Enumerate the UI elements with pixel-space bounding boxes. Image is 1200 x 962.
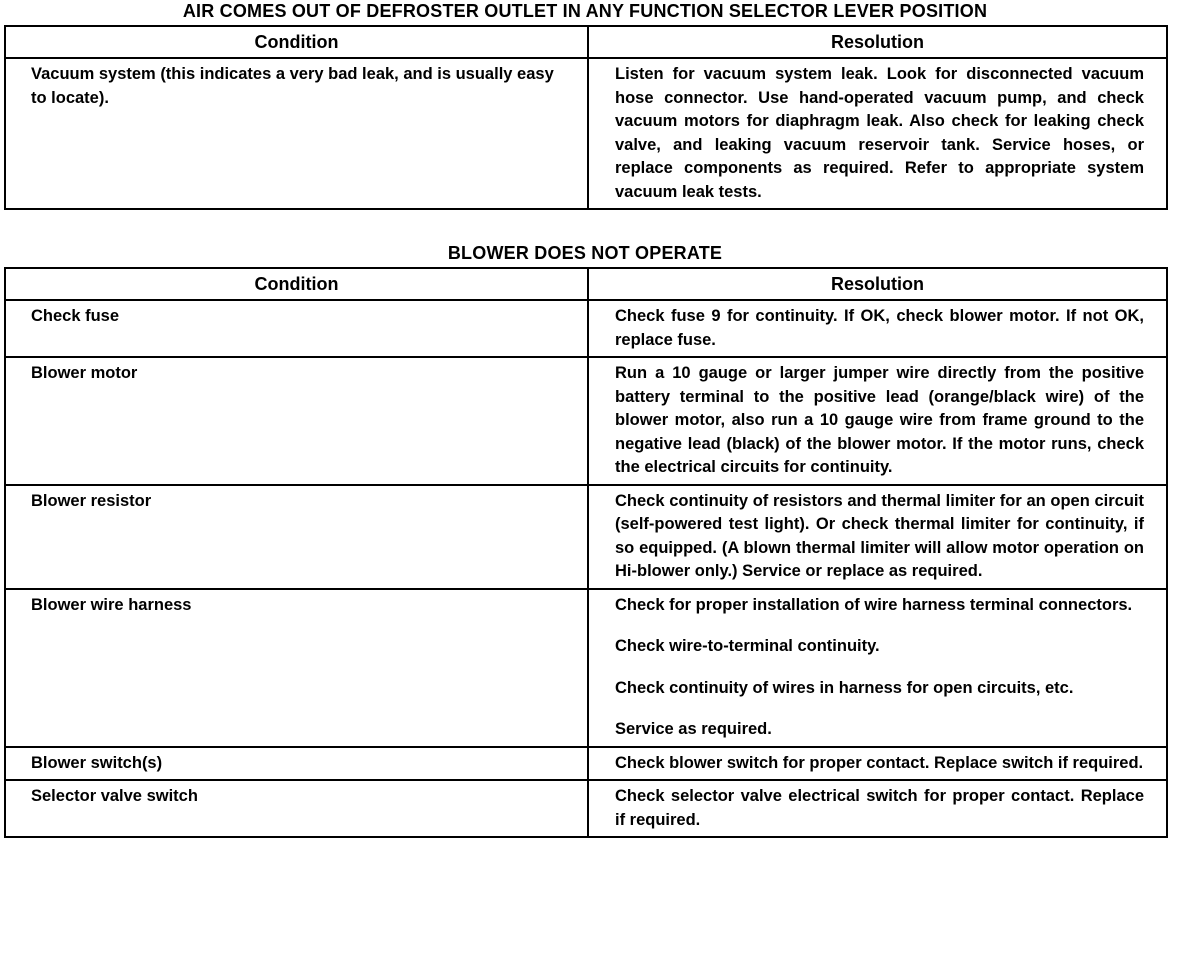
defroster-table: [4, 25, 1168, 210]
resolution-header: Resolution: [588, 268, 1167, 300]
resolution-text: Service as required.: [615, 720, 772, 738]
condition-cell: Blower motor: [5, 357, 588, 485]
resolution-text: Listen for vacuum system leak. Look for disconnected vacuum hose connector. Use hand-operated vacuum pump, and check vacuum motors for diaphragm leak. Also check for leaking check valve, and leaking vacuum reservoir tank. Service hoses, or replace components as required. Refer to appropriate system vacuum leak tests.: [615, 65, 1144, 201]
resolution-text: Check blower switch for proper contact. Replace switch if required.: [615, 753, 1144, 772]
resolution-text: Check wire-to-terminal continuity.: [615, 637, 880, 655]
resolution-header: Resolution: [588, 26, 1167, 58]
table-row: [5, 357, 1167, 485]
resolution-cell: [588, 485, 1167, 589]
resolution-text: Check selector valve electrical switch for proper contact. Replace if required.: [615, 787, 1144, 829]
resolution-cell: [588, 747, 1167, 781]
condition-cell: Vacuum system (this indicates a very bad leak, and is usually easy to locate).: [5, 58, 588, 209]
resolution-text: Check fuse 9 for continuity. If OK, check blower motor. If not OK, replace fuse.: [615, 307, 1144, 349]
table-row: [5, 747, 1167, 781]
table-header-row: [5, 268, 1167, 300]
table-row: [5, 780, 1167, 837]
table-header-row: [5, 26, 1167, 58]
blower-table: [4, 267, 1168, 838]
condition-cell: Blower switch(s): [5, 747, 588, 781]
condition-cell: Blower resistor: [5, 485, 588, 589]
resolution-cell: [588, 357, 1167, 485]
condition-cell: Selector valve switch: [5, 780, 588, 837]
resolution-cell: [588, 58, 1167, 209]
resolution-text: Check for proper installation of wire harness terminal connectors.: [615, 595, 1133, 614]
resolution-text: Check continuity of resistors and thermal limiter for an open circuit (self-powered test light). Or check thermal limiter for continuity, if so equipped. (A blown thermal limiter will allow motor operation on Hi-blower only.) Service or replace as required.: [615, 491, 1144, 580]
resolution-cell: [588, 780, 1167, 837]
table-row: [5, 485, 1167, 589]
resolution-cell: [588, 300, 1167, 357]
section-title-defroster: AIR COMES OUT OF DEFROSTER OUTLET IN ANY FUNCTION SELECTOR LEVER POSITION: [182, 1, 988, 21]
resolution-text: Check continuity of wires in harness for open circuits, etc.: [615, 678, 1074, 697]
section-title-blower: BLOWER DOES NOT OPERATE: [447, 243, 723, 263]
resolution-text: Run a 10 gauge or larger jumper wire directly from the positive battery terminal to the positive lead (orange/black wire) of the blower motor, also run a 10 gauge wire from frame ground to the negative lead (black) of the blower motor. If the motor runs, check the electrical circuits for continuity.: [615, 364, 1144, 476]
condition-cell: Check fuse: [5, 300, 588, 357]
condition-header: Condition: [5, 268, 588, 300]
resolution-cell: [588, 589, 1167, 747]
table-row: [5, 300, 1167, 357]
table-row: [5, 58, 1167, 209]
condition-cell: Blower wire harness: [5, 589, 588, 747]
condition-header: Condition: [5, 26, 588, 58]
table-row: [5, 589, 1167, 747]
